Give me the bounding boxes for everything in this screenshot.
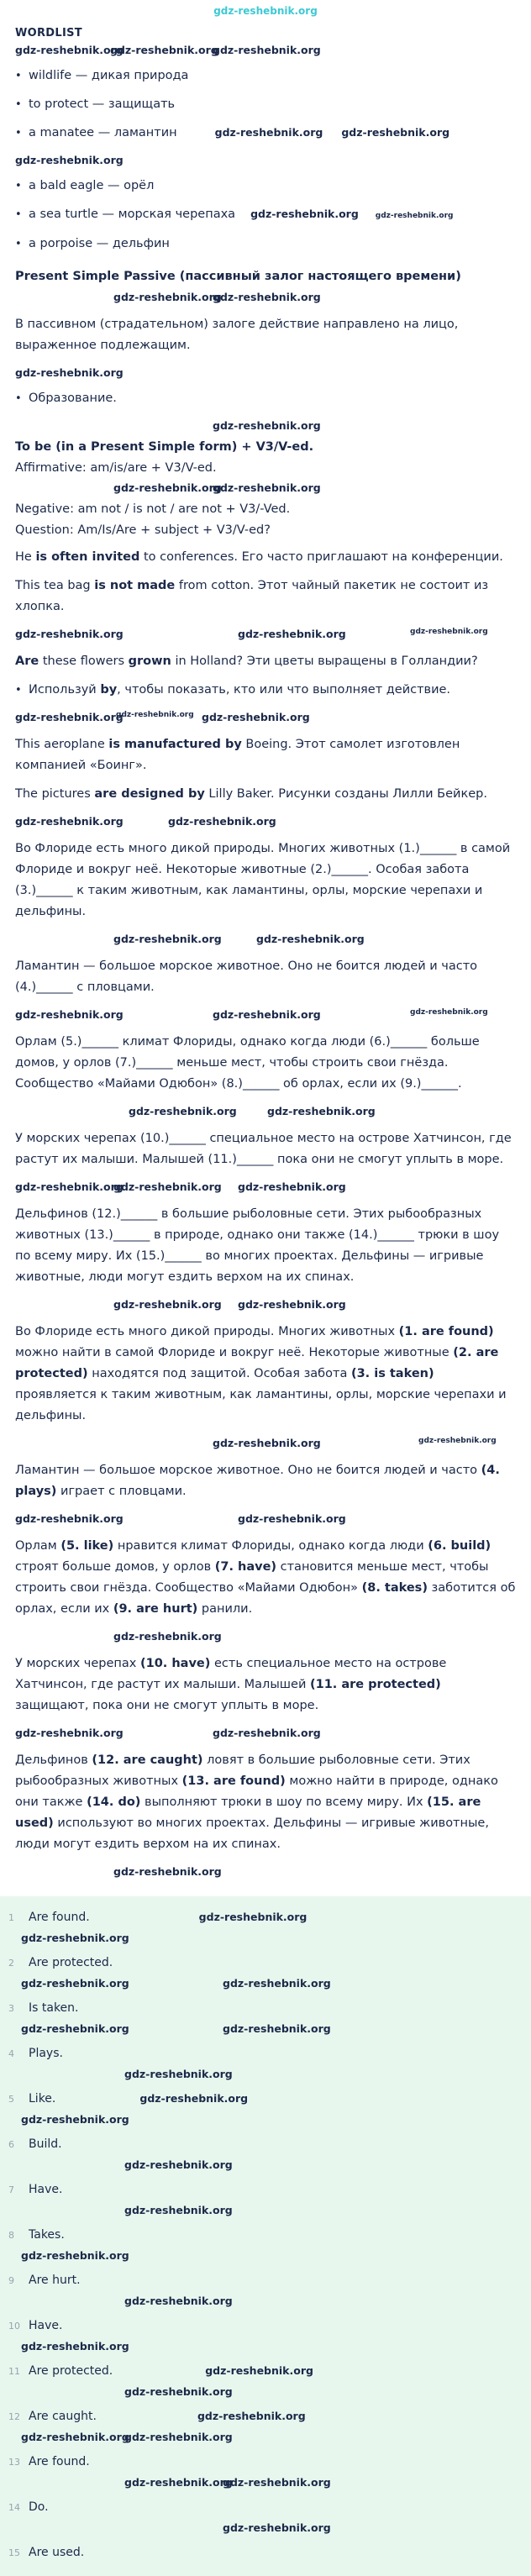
answer-item xyxy=(0,2084,531,2111)
answer-number: 8 xyxy=(8,2230,14,2241)
watermark: gdz-reshebnik.org xyxy=(21,1977,129,1990)
answer-text: Are found. xyxy=(29,1911,90,1924)
answer-number: 14 xyxy=(8,2502,20,2513)
wordlist-item-label: a sea turtle — морская черепаха xyxy=(29,208,236,221)
exercise-blank-paragraph: Дельфинов (12.)______ в большие рыболовные сети. Этих рыбообразных животных (13.)______ в природе, однако они также (14.)______ трюки в шоу по всему миру. Их (15.)______ во многих проектах. Дельфины — игривые животные, люди могут ездить верхом на их спинах. xyxy=(15,1207,500,1284)
watermark: gdz-reshebnik.org xyxy=(15,1512,124,1525)
watermark-row xyxy=(15,364,516,384)
watermark: gdz-reshebnik.org xyxy=(213,481,321,494)
watermark: gdz-reshebnik.org xyxy=(21,2113,129,2126)
watermark-row xyxy=(15,1006,516,1026)
wordlist-item xyxy=(15,176,516,197)
watermark-row xyxy=(15,41,516,61)
answer-item xyxy=(0,2130,531,2156)
answer-item xyxy=(0,2266,531,2292)
watermark: gdz-reshebnik.org xyxy=(223,2521,331,2534)
watermark: gdz-reshebnik.org xyxy=(116,711,194,719)
answer-number: 11 xyxy=(8,2366,20,2377)
watermark: gdz-reshebnik.org xyxy=(238,1512,346,1525)
watermark-row xyxy=(0,2020,531,2039)
watermark: gdz-reshebnik.org xyxy=(238,1298,346,1311)
watermark: gdz-reshebnik.org xyxy=(198,1911,308,1923)
question-line: Question: Am/Is/Are + subject + V3/V-ed? xyxy=(15,523,271,537)
answers-list xyxy=(0,1896,531,2576)
answer-text: Are found. xyxy=(29,2455,90,2468)
by-usage-note xyxy=(15,680,516,701)
wordlist-item xyxy=(15,94,516,115)
answer-text: Are protected. xyxy=(29,2364,113,2378)
watermark-row xyxy=(15,1178,516,1198)
watermark-row xyxy=(15,625,516,645)
watermark: gdz-reshebnik.org xyxy=(15,711,124,723)
watermark-row xyxy=(15,1724,516,1744)
watermark: gdz-reshebnik.org xyxy=(168,815,276,828)
watermark-row xyxy=(15,479,516,499)
answer-item xyxy=(0,2493,531,2519)
watermark-row xyxy=(0,2156,531,2175)
site-watermark-top: gdz-reshebnik.org xyxy=(213,5,318,17)
bullet-marker: • xyxy=(15,208,22,221)
watermark: gdz-reshebnik.org xyxy=(375,212,454,220)
watermark-row xyxy=(0,1929,531,1948)
example-invited: He is often invited to conferences. Его часто приглашают на конференции. xyxy=(15,550,503,564)
wordlist-item-label: a porpoise — дельфин xyxy=(29,237,170,250)
watermark-row xyxy=(0,2111,531,2130)
watermark: gdz-reshebnik.org xyxy=(113,1865,222,1878)
by-usage-text: Используй by, чтобы показать, кто или что выполняет действие. xyxy=(29,683,451,697)
watermark: gdz-reshebnik.org xyxy=(197,2410,306,2422)
bullet-marker: • xyxy=(15,238,22,250)
bullet-marker: • xyxy=(15,180,22,192)
watermark: gdz-reshebnik.org xyxy=(202,711,310,723)
watermark: gdz-reshebnik.org xyxy=(238,628,346,640)
answer-text: Have. xyxy=(29,2319,63,2332)
watermark: gdz-reshebnik.org xyxy=(256,933,365,945)
example-designed: The pictures are designed by Lilly Baker. Рисунки созданы Лилли Бейкер. xyxy=(15,787,487,801)
wordlist-title: WORDLIST xyxy=(15,27,82,39)
answer-text: Build. xyxy=(29,2137,62,2151)
answer-text: Are hurt. xyxy=(29,2274,81,2287)
watermark: gdz-reshebnik.org xyxy=(250,208,359,220)
watermark: gdz-reshebnik.org xyxy=(124,2476,233,2489)
watermark: gdz-reshebnik.org xyxy=(213,419,321,432)
watermark: gdz-reshebnik.org xyxy=(110,44,218,56)
watermark-row xyxy=(0,2201,531,2221)
watermark-row xyxy=(15,1627,516,1648)
watermark: gdz-reshebnik.org xyxy=(124,2158,233,2171)
watermark: gdz-reshebnik.org xyxy=(15,1008,124,1021)
watermark: gdz-reshebnik.org xyxy=(124,2385,233,2398)
watermark: gdz-reshebnik.org xyxy=(113,481,222,494)
watermark-row xyxy=(0,2247,531,2266)
affirmative-line: Affirmative: am/is/are + V3/V-ed. xyxy=(15,461,217,475)
wordlist-item xyxy=(15,204,516,226)
watermark: gdz-reshebnik.org xyxy=(21,2249,129,2262)
answer-number: 4 xyxy=(8,2048,14,2059)
watermark-row xyxy=(0,2065,531,2084)
answer-item xyxy=(0,2402,531,2428)
wordlist-item-label: wildlife — дикая природа xyxy=(29,69,189,82)
watermark: gdz-reshebnik.org xyxy=(113,1180,222,1193)
watermark: gdz-reshebnik.org xyxy=(124,2068,233,2080)
watermark-row xyxy=(15,151,516,171)
exercise-answered-paragraph: Ламантин — большое морское животное. Оно не боится людей и часто (4. plays) играет с пловцами. xyxy=(15,1464,500,1498)
answer-text: Are protected. xyxy=(29,1956,113,1969)
negative-line: Negative: am not / is not / are not + V3/-Ved. xyxy=(15,502,291,516)
watermark-row xyxy=(15,1863,516,1883)
answer-number: 2 xyxy=(8,1958,14,1969)
exercise-blank-paragraph: Ламантин — большое морское животное. Оно не боится людей и часто (4.)______ с пловцами. xyxy=(15,959,478,994)
answer-text: Are used. xyxy=(29,2546,85,2559)
watermark-row xyxy=(0,2519,531,2538)
answer-text: Have. xyxy=(29,2183,63,2196)
watermark: gdz-reshebnik.org xyxy=(205,2364,313,2377)
answer-item xyxy=(0,1903,531,1929)
answer-item xyxy=(0,1948,531,1974)
watermark-row xyxy=(15,1102,516,1122)
watermark: gdz-reshebnik.org xyxy=(21,2022,129,2035)
watermark: gdz-reshebnik.org xyxy=(410,1008,488,1017)
answer-number: 10 xyxy=(8,2321,20,2332)
answer-number: 7 xyxy=(8,2184,14,2195)
example-not-made: This tea bag is not made from cotton. Этот чайный пакетик не состоит из хлопка. xyxy=(15,579,489,613)
watermark: gdz-reshebnik.org xyxy=(223,2476,331,2489)
answer-item xyxy=(0,2039,531,2065)
watermark-row xyxy=(0,2292,531,2311)
watermark: gdz-reshebnik.org xyxy=(15,815,124,828)
watermark: gdz-reshebnik.org xyxy=(124,2204,233,2216)
watermark: gdz-reshebnik.org xyxy=(139,2092,249,2105)
answer-text: Plays. xyxy=(29,2047,63,2060)
bullet-marker: • xyxy=(15,70,22,82)
answer-number: 13 xyxy=(8,2457,20,2468)
bullet-marker: • xyxy=(15,392,22,405)
watermark-row xyxy=(0,2473,531,2493)
watermark: gdz-reshebnik.org xyxy=(21,2340,129,2353)
watermark-row xyxy=(15,930,516,950)
answer-item xyxy=(0,2447,531,2473)
watermark: gdz-reshebnik.org xyxy=(21,2431,129,2443)
exercise-blank-paragraph: У морских черепах (10.)______ специальное место на острове Хатчинсон, где растут их малыши. Малышей (11.)______ пока они не смогут уплыть в море. xyxy=(15,1132,512,1166)
watermark: gdz-reshebnik.org xyxy=(267,1105,376,1117)
exercise-answered-paragraph: Орлам (5. like) нравится климат Флориды, однако когда люди (6. build) строят больше домов, у орлов (7. have) становится меньше мест, чтобы строить свои гнёзда. Сообщество «Майами Одюбон» (8. takes) заботится об орлах, если их (9. are hurt) ранили. xyxy=(15,1539,516,1616)
answer-number: 9 xyxy=(8,2275,14,2286)
answer-item xyxy=(0,2221,531,2247)
watermark: gdz-reshebnik.org xyxy=(15,1727,124,1739)
watermark: gdz-reshebnik.org xyxy=(223,2022,331,2035)
watermark-row xyxy=(0,1974,531,1994)
watermark: gdz-reshebnik.org xyxy=(113,1630,222,1643)
watermark: gdz-reshebnik.org xyxy=(213,1437,321,1449)
wordlist-item xyxy=(15,66,516,87)
answer-text: Do. xyxy=(29,2500,49,2514)
wordlist-item-label: a manatee — ламантин xyxy=(29,126,177,139)
formula-line: To be (in a Present Simple form) + V3/V-ed. xyxy=(15,440,314,454)
watermark: gdz-reshebnik.org xyxy=(238,1180,346,1193)
watermark-row xyxy=(15,1434,516,1454)
wordlist-item xyxy=(15,123,516,144)
answer-number: 5 xyxy=(8,2094,14,2105)
watermark: gdz-reshebnik.org xyxy=(341,126,450,139)
watermark-row xyxy=(0,2428,531,2447)
wordlist-item-label: a bald eagle — орёл xyxy=(29,179,155,192)
answer-number: 1 xyxy=(8,1912,14,1923)
watermark: gdz-reshebnik.org xyxy=(15,628,124,640)
answer-item xyxy=(0,1994,531,2020)
watermark: gdz-reshebnik.org xyxy=(124,2431,233,2443)
watermark-row xyxy=(0,2337,531,2357)
answer-item xyxy=(0,2175,531,2201)
answer-number: 6 xyxy=(8,2139,14,2150)
watermark-row xyxy=(15,288,516,308)
watermark: gdz-reshebnik.org xyxy=(113,933,222,945)
watermark: gdz-reshebnik.org xyxy=(21,1932,129,1944)
watermark-row xyxy=(15,1296,516,1316)
watermark: gdz-reshebnik.org xyxy=(15,44,124,56)
watermark: gdz-reshebnik.org xyxy=(213,291,321,303)
answer-text: Like. xyxy=(29,2092,56,2105)
grammar-intro: В пассивном (страдательном) залоге действие направлено на лицо, выраженное подлежащим. xyxy=(15,318,459,352)
answer-number: 3 xyxy=(8,2003,14,2014)
answer-item xyxy=(0,2311,531,2337)
watermark: gdz-reshebnik.org xyxy=(124,2295,233,2307)
watermark-row xyxy=(15,708,516,728)
bullet-marker: • xyxy=(15,684,22,697)
watermark: gdz-reshebnik.org xyxy=(15,366,124,379)
wordlist-item-label: to protect — защищать xyxy=(29,97,176,111)
answer-text: Is taken. xyxy=(29,2001,79,2015)
exercise-answered-paragraph: Дельфинов (12. are caught) ловят в большие рыболовные сети. Этих рыбообразных животных (13. are found) можно найти в природе, однако они также (14. do) выполняют трюки в шоу по всему миру. Их (15. are used) используют во многих проектах. Дельфины — игривые животные, люди могут ездить верхом на их спинах. xyxy=(15,1753,498,1851)
answer-number: 12 xyxy=(8,2411,20,2422)
watermark-row xyxy=(15,812,516,833)
watermark: gdz-reshebnik.org xyxy=(214,126,323,139)
answer-item xyxy=(0,2357,531,2383)
watermark: gdz-reshebnik.org xyxy=(15,1180,124,1193)
grammar-heading: Present Simple Passive (пассивный залог настоящего времени) xyxy=(15,270,461,283)
bullet-marker: • xyxy=(15,98,22,111)
exercise-answered-paragraph: Во Флориде есть много дикой природы. Многих животных (1. are found) можно найти в самой Флориде и вокруг неё. Некоторые животные (2. are protected) находятся под защитой. Особая забота (3. is taken) проявляется к таким животным, как ламантины, орлы, морские черепахи и дельфины. xyxy=(15,1325,507,1422)
watermark: gdz-reshebnik.org xyxy=(113,291,222,303)
answer-number: 15 xyxy=(8,2547,20,2558)
watermark: gdz-reshebnik.org xyxy=(213,1727,321,1739)
bullet-marker: • xyxy=(15,127,22,139)
exercise-answered-paragraph: У морских черепах (10. have) есть специальное место на острове Хатчинсон, где растут их малыши. Малышей (11. are protected) защищают, пока они не смогут уплыть в море. xyxy=(15,1657,447,1712)
formation-item xyxy=(15,388,516,409)
answer-text: Takes. xyxy=(29,2228,65,2242)
answer-item xyxy=(0,2538,531,2564)
watermark-row xyxy=(15,1510,516,1530)
watermark-row xyxy=(15,417,516,437)
watermark-row xyxy=(0,2383,531,2402)
watermark: gdz-reshebnik.org xyxy=(223,1977,331,1990)
watermark: gdz-reshebnik.org xyxy=(418,1437,497,1445)
exercise-blank-paragraph: Во Флориде есть много дикой природы. Многих животных (1.)______ в самой Флориде и вокруг неё. Некоторые животные (2.)______. Особая забота (3.)______ к таким животным, как ламантины, орлы, морские черепахи и дельфины. xyxy=(15,842,511,918)
formation-label: Образование. xyxy=(29,392,117,405)
watermark: gdz-reshebnik.org xyxy=(129,1105,237,1117)
watermark: gdz-reshebnik.org xyxy=(410,628,488,636)
example-grown: Are these flowers grown in Holland? Эти цветы выращены в Голландии? xyxy=(15,655,478,668)
wordlist-item xyxy=(15,234,516,255)
watermark: gdz-reshebnik.org xyxy=(15,154,124,166)
answer-text: Are caught. xyxy=(29,2410,97,2423)
example-manufactured: This aeroplane is manufactured by Boeing. Этот самолет изготовлен компанией «Боинг». xyxy=(15,738,460,772)
exercise-blank-paragraph: Орлам (5.)______ климат Флориды, однако когда люди (6.)______ больше домов, у орлов (7.)______ меньше мест, чтобы строить свои гнёзда. Сообщество «Майами Одюбон» (8.)______ об орлах, если их (9.)______. xyxy=(15,1035,480,1091)
watermark: gdz-reshebnik.org xyxy=(113,1298,222,1311)
watermark: gdz-reshebnik.org xyxy=(213,44,321,56)
watermark: gdz-reshebnik.org xyxy=(213,1008,321,1021)
